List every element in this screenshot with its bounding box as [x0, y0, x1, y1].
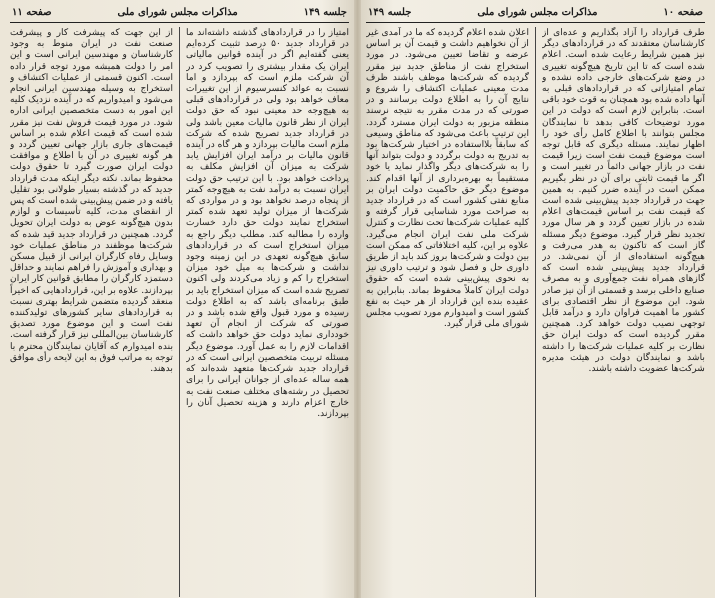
- left-page-column-right: [186, 27, 349, 597]
- right-page-column-right-text: طرف قرارداد را آزاد بگذاریم و عده‌ای از کارشناسان معتقدند که در قراردادهای دیگر نیز همین شرایط رعایت شده است. اعلام شده است که تا این تاریخ هیچ‌گونه تغییری در وضع شرکت‌های خارجی داده نشده و تمام امتیازاتی که در قراردادهای قبلی به آنها داده شده بود همچنان به قوت خود باقی است. بنابراین لازم است که دولت در این مورد توضیحات کافی بدهد تا نمایندگان مجلس بتوانند با اطلاع کامل رأی خود را اظهار نمایند. مسئله دیگری که قابل توجه است موضوع قیمت نفت است زیرا قیمت نفت در بازار جهانی دائماً در تغییر است و اگر ما قیمت ثابتی برای آن در نظر بگیریم ممکن است در آینده ضرر کنیم. به همین جهت در قرارداد جدید پیش‌بینی شده است که قیمت نفت بر اساس قیمت‌های اعلام شده در بازار تعیین گردد و هر سال مورد تجدید نظر قرار گیرد. موضوع دیگر مسئله گاز است که تاکنون به هدر می‌رفت و هیچ‌گونه استفاده‌ای از آن نمی‌شد. در قرارداد جدید پیش‌بینی شده است که گازهای همراه نفت جمع‌آوری و به مصرف صنایع داخلی برسد و قسمتی از آن نیز صادر شود. این موضوع از نظر اقتصادی برای کشور ما اهمیت فراوان دارد و درآمد قابل توجهی نصیب دولت خواهد کرد. همچنین مقرر گردیده است که دولت ایران حق نظارت بر کلیه عملیات شرکت‌ها را داشته باشد و نمایندگان دولت در هیئت مدیره شرکت‌ها عضویت داشته باشند.: [542, 27, 705, 375]
- right-header-title: مذاکرات مجلس شورای ملی: [477, 6, 598, 18]
- right-page-number: صفحه ۱۰: [663, 6, 703, 18]
- left-session-label: جلسه ۱۴۹: [303, 6, 347, 18]
- left-page-columns: [10, 27, 349, 597]
- column-divider: [179, 27, 180, 597]
- left-page-header: [10, 4, 349, 23]
- left-page: [0, 0, 355, 598]
- right-page-header: [366, 4, 705, 23]
- left-page-number: صفحه ۱۱: [12, 6, 52, 18]
- column-divider: [535, 27, 536, 597]
- right-page-column-left-text: اعلان شده اعلام گردیده که ما در آمدی غیر از آن نخواهیم داشت و قیمت آن بر اساس عرضه و تقاضا تعیین می‌شود. در مورد استخراج نفت از مناطق جدید نیز مقرر گردیده که شرکت‌ها موظف باشند ظرف مدت معینی عملیات اکتشاف را شروع و نتایج آن را به اطلاع دولت برسانند و در صورتی که در مدت مقرر به نتیجه نرسند منطقه مزبور به دولت ایران مسترد گردد. این ترتیب باعث می‌شود که مناطق وسیعی که سابقاً بلااستفاده در اختیار شرکت‌ها بود به تدریج به دولت برگردد و دولت بتواند آنها را به شرکت‌های دیگر واگذار نماید یا خود مستقیماً به بهره‌برداری از آنها اقدام کند. موضوع دیگر حق حاکمیت دولت ایران بر منابع نفتی کشور است که در قرارداد جدید به صراحت مورد شناسایی قرار گرفته و کلیه عملیات شرکت‌ها تحت نظارت و کنترل شرکت ملی نفت ایران انجام می‌گیرد. علاوه بر این، کلیه اختلافاتی که ممکن است بین دولت و شرکت‌ها بروز کند باید از طریق داوری حل و فصل شود و ترتیب داوری نیز به نحوی پیش‌بینی شده است که حقوق دولت ایران کاملاً محفوظ بماند. بنابراین به عقیده بنده این قرارداد از هر حیث به نفع کشور است و امیدوارم مورد تصویب مجلس شورای ملی قرار گیرد.: [366, 27, 529, 330]
- right-page-column-left: [366, 27, 529, 597]
- right-page-columns: [366, 27, 705, 597]
- left-page-column-left-text: از این جهت که پیشرفت کار و پیشرفت صنعت نفت در ایران منوط به وجود کارشناسان و مهندسین ایرانی است و این امر را دولت همیشه مورد توجه قرار داده است. اکنون قسمتی از عملیات اکتشاف و استخراج به وسیله مهندسین ایرانی انجام می‌شود و امیدواریم که در آینده نزدیک کلیه این امور به دست متخصصین ایرانی اداره شود. در مورد قیمت فروش نفت نیز مقرر شده است که قیمت اعلام شده بر اساس قیمت‌های جاری بازار جهانی تعیین گردد و هر گونه تغییری در آن با اطلاع و موافقت دولت ایران صورت گیرد تا حقوق دولت محفوظ بماند. نکته دیگر اینکه مدت قرارداد جدید که در گذشته بسیار طولانی بود تقلیل یافته و در ضمن پیش‌بینی شده است که پس از انقضای مدت، کلیه تأسیسات و لوازم بدون هیچ‌گونه عوض به دولت ایران تحویل گردد. همچنین در قرارداد جدید قید شده که شرکت‌ها موظفند در مناطق عملیات خود وسایل رفاه کارگران ایرانی از قبیل مسکن و بهداری و آموزش را فراهم نمایند و حداقل دستمزد کارگران را مطابق قوانین کار ایران بپردازند. علاوه بر این، قراردادهایی که اخیراً منعقد گردیده متضمن شرایط بهتری نسبت به قراردادهای سایر کشورهای تولیدکننده نفت است و این موضوع مورد تصدیق کارشناسان بین‌المللی نیز قرار گرفته است. بنده امیدوارم که آقایان نمایندگان محترم با توجه به مراتب فوق به این لایحه رأی موافق بدهند.: [10, 27, 173, 375]
- right-page-column-right: [542, 27, 705, 597]
- left-header-title: مذاکرات مجلس شورای ملی: [117, 6, 238, 18]
- right-page: [360, 0, 715, 598]
- left-page-column-left: [10, 27, 173, 597]
- left-page-column-right-text: امتیاز را در قراردادهای گذشته داشته‌اند ما در قرارداد جدید ۵۰ درصد تثبیت کرده‌ایم یعنی گفته‌ایم اگر در آینده قوانین مالیاتی ایران یک مقدار بیشتری را تصویب کرد در آن شرکت ملزم است که بپردازد و اما نسبت به عوائد کنسرسیوم از این تغییرات معاف خواهد بود ولی در قراردادهای قبلی به هیچ‌وجه حد معینی نبود که حق دولت ایران از نظر قانون مالیات معین باشد ولی در قرارداد جدید تصریح شده که شرکت ملزم است مالیات بپردازد و هر گاه در آینده قانون مالیات بر درآمد ایران افزایش یابد شرکت به میزان آن افزایش مکلف به پرداخت خواهد بود. با این ترتیب حق دولت ایران نسبت به درآمد نفت به هیچ‌وجه کمتر از پنجاه درصد نخواهد بود و در مواردی که شرکت‌ها از میزان تولید تعهد شده کمتر استخراج نمایند دولت حق دارد خسارت وارده را مطالبه کند. مطلب دیگر راجع به میزان استخراج است که در قراردادهای سابق هیچ‌گونه تعهدی در این زمینه وجود نداشت و شرکت‌ها به میل خود میزان استخراج را کم و زیاد می‌کردند ولی اکنون تصریح شده است که میزان استخراج باید بر طبق برنامه‌ای باشد که به اطلاع دولت رسیده و مورد قبول واقع شده باشد و در صورتی که شرکت از انجام آن تعهد خودداری نماید دولت حق خواهد داشت که اقدامات لازم را به عمل آورد. موضوع دیگر مسئله تربیت متخصصین ایرانی است که در قرارداد جدید شرکت‌ها متعهد شده‌اند که همه ساله عده‌ای از جوانان ایرانی را برای تحصیل در رشته‌های مختلف صنعت نفت به خارج اعزام دارند و هزینه تحصیل آنان را بپردازند.: [186, 27, 349, 419]
- right-session-label: جلسه ۱۴۹: [368, 6, 412, 18]
